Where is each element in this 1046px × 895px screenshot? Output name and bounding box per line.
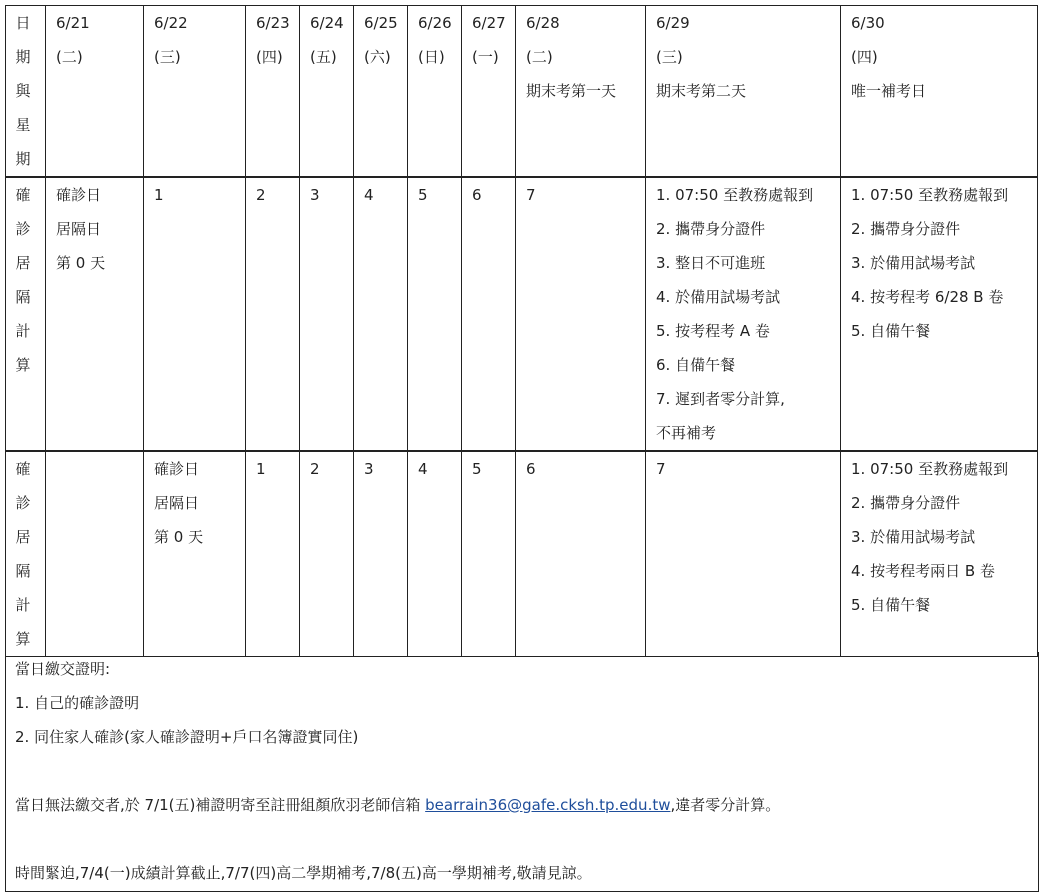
- day-note: 唯一補考日: [851, 82, 927, 100]
- schedule-table: [5, 5, 1038, 657]
- notes-item-1: 1. 自己的確診證明: [15, 694, 140, 712]
- header-label-char: 星: [15, 116, 31, 134]
- day-cell-7: [516, 177, 646, 451]
- date-cell-4: [354, 6, 408, 178]
- cell-line: 確診日: [154, 460, 200, 478]
- row-label-char: 居: [15, 254, 31, 272]
- date-text: 6/28: [526, 14, 560, 32]
- email-link[interactable]: bearrain36@gafe.cksh.tp.edu.tw: [425, 796, 671, 814]
- day-cell-6: [462, 451, 516, 657]
- day-cell-2: [246, 177, 300, 451]
- date-cell-1: [144, 6, 246, 178]
- day-cell-1: [144, 451, 246, 657]
- date-cell-7: [516, 6, 646, 178]
- weekday-text: (二): [526, 48, 553, 66]
- date-text: 6/29: [656, 14, 690, 32]
- deadline-note: 時間緊迫,7/4(一)成績計算截止,7/7(四)高二學期補考,7/8(五)高一學期補考,敬請見諒。: [15, 864, 592, 882]
- weekday-text: (一): [472, 48, 499, 66]
- quarantine-row-2: [6, 451, 1038, 657]
- cell-line: 2. 攜帶身分證件: [656, 220, 766, 238]
- weekday-text: (日): [418, 48, 445, 66]
- row-label-char: 確: [15, 460, 31, 478]
- late-suffix: ,違者零分計算。: [670, 796, 781, 814]
- date-text: 6/23: [256, 14, 290, 32]
- row-label-char: 算: [15, 356, 31, 374]
- date-text: 6/25: [364, 14, 398, 32]
- day-cell-5: [408, 177, 462, 451]
- date-text: 6/26: [418, 14, 452, 32]
- cell-line: 3. 於備用試場考試: [851, 254, 976, 272]
- date-text: 6/24: [310, 14, 344, 32]
- cell-line: 1: [256, 460, 266, 478]
- quarantine-row-1: [6, 177, 1038, 451]
- day-cell-4: [354, 177, 408, 451]
- cell-line: 7: [526, 186, 536, 204]
- date-text: 6/21: [56, 14, 90, 32]
- cell-line: 居隔日: [154, 494, 200, 512]
- cell-line: 不再補考: [656, 424, 717, 442]
- cell-line: 4: [364, 186, 374, 204]
- row-label-char: 算: [15, 630, 31, 648]
- day-cell-8: [646, 451, 841, 657]
- cell-line: 居隔日: [56, 220, 102, 238]
- date-cell-6: [462, 6, 516, 178]
- date-cell-5: [408, 6, 462, 178]
- row-label-char: 診: [15, 220, 31, 238]
- cell-line: 1. 07:50 至教務處報到: [851, 186, 1009, 204]
- weekday-text: (三): [656, 48, 683, 66]
- row-label-char: 隔: [15, 562, 31, 580]
- row-label-char: 診: [15, 494, 31, 512]
- day-cell-9: [841, 451, 1038, 657]
- day-cell-0: [46, 177, 144, 451]
- cell-line: 4. 按考程考兩日 B 卷: [851, 562, 995, 580]
- header-label-char: 期: [15, 48, 31, 66]
- cell-line: 5: [418, 186, 428, 204]
- day-note: 期末考第一天: [526, 82, 617, 100]
- day-cell-7: [516, 451, 646, 657]
- weekday-text: (四): [256, 48, 283, 66]
- row-label-char: 計: [15, 596, 31, 614]
- day-cell-3: [300, 177, 354, 451]
- day-cell-9: [841, 177, 1038, 451]
- date-cell-2: [246, 6, 300, 178]
- row-label-char: 計: [15, 322, 31, 340]
- cell-line: 3. 於備用試場考試: [851, 528, 976, 546]
- day-cell-0: [46, 451, 144, 657]
- weekday-text: (二): [56, 48, 83, 66]
- cell-line: 5. 按考程考 A 卷: [656, 322, 770, 340]
- day-cell-8: [646, 177, 841, 451]
- cell-line: 5. 自備午餐: [851, 322, 931, 340]
- notes-section: [5, 652, 1039, 892]
- row-label-char: 居: [15, 528, 31, 546]
- header-label-cell: [6, 6, 46, 178]
- cell-line: 3: [310, 186, 320, 204]
- cell-line: 2. 攜帶身分證件: [851, 220, 961, 238]
- cell-line: 7: [656, 460, 666, 478]
- cell-line: 1: [154, 186, 164, 204]
- row-label-cell: [6, 177, 46, 451]
- day-cell-1: [144, 177, 246, 451]
- day-cell-4: [354, 451, 408, 657]
- day-cell-3: [300, 451, 354, 657]
- cell-line: 確診日: [56, 186, 102, 204]
- late-prefix: 當日無法繳交者,於 7/1(五)補證明寄至註冊組顏欣羽老師信箱: [15, 796, 426, 814]
- cell-line: 4: [418, 460, 428, 478]
- day-cell-6: [462, 177, 516, 451]
- date-text: 6/27: [472, 14, 506, 32]
- weekday-text: (四): [851, 48, 878, 66]
- row-label-char: 確: [15, 186, 31, 204]
- cell-line: 6: [526, 460, 536, 478]
- notes-heading: 當日繳交證明:: [15, 660, 111, 678]
- row-label-char: 隔: [15, 288, 31, 306]
- header-label-char: 日: [15, 14, 31, 32]
- notes-item-2: 2. 同住家人確診(家人確診證明+戶口名簿證實同住): [15, 728, 359, 746]
- header-row: [6, 6, 1038, 178]
- cell-line: 7. 遲到者零分計算,: [656, 390, 785, 408]
- day-cell-5: [408, 451, 462, 657]
- row-label-cell: [6, 451, 46, 657]
- date-cell-8: [646, 6, 841, 178]
- cell-line: 2: [310, 460, 320, 478]
- day-note: 期末考第二天: [656, 82, 747, 100]
- cell-line: 5: [472, 460, 482, 478]
- header-label-char: 期: [15, 150, 31, 168]
- header-label-char: 與: [15, 82, 31, 100]
- cell-line: 4. 按考程考 6/28 B 卷: [851, 288, 1004, 306]
- late-submission-note: [15, 788, 1038, 822]
- date-text: 6/30: [851, 14, 885, 32]
- date-cell-9: [841, 6, 1038, 178]
- cell-line: 5. 自備午餐: [851, 596, 931, 614]
- cell-line: 6. 自備午餐: [656, 356, 736, 374]
- cell-line: 2: [256, 186, 266, 204]
- cell-line: 3: [364, 460, 374, 478]
- cell-line: 4. 於備用試場考試: [656, 288, 781, 306]
- weekday-text: (三): [154, 48, 181, 66]
- weekday-text: (六): [364, 48, 391, 66]
- cell-line: 3. 整日不可進班: [656, 254, 766, 272]
- weekday-text: (五): [310, 48, 337, 66]
- cell-line: 1. 07:50 至教務處報到: [851, 460, 1009, 478]
- cell-line: 第 0 天: [154, 528, 204, 546]
- date-cell-0: [46, 6, 144, 178]
- day-cell-2: [246, 451, 300, 657]
- date-text: 6/22: [154, 14, 188, 32]
- date-cell-3: [300, 6, 354, 178]
- cell-line: 1. 07:50 至教務處報到: [656, 186, 814, 204]
- cell-line: 6: [472, 186, 482, 204]
- cell-line: 第 0 天: [56, 254, 106, 272]
- cell-line: 2. 攜帶身分證件: [851, 494, 961, 512]
